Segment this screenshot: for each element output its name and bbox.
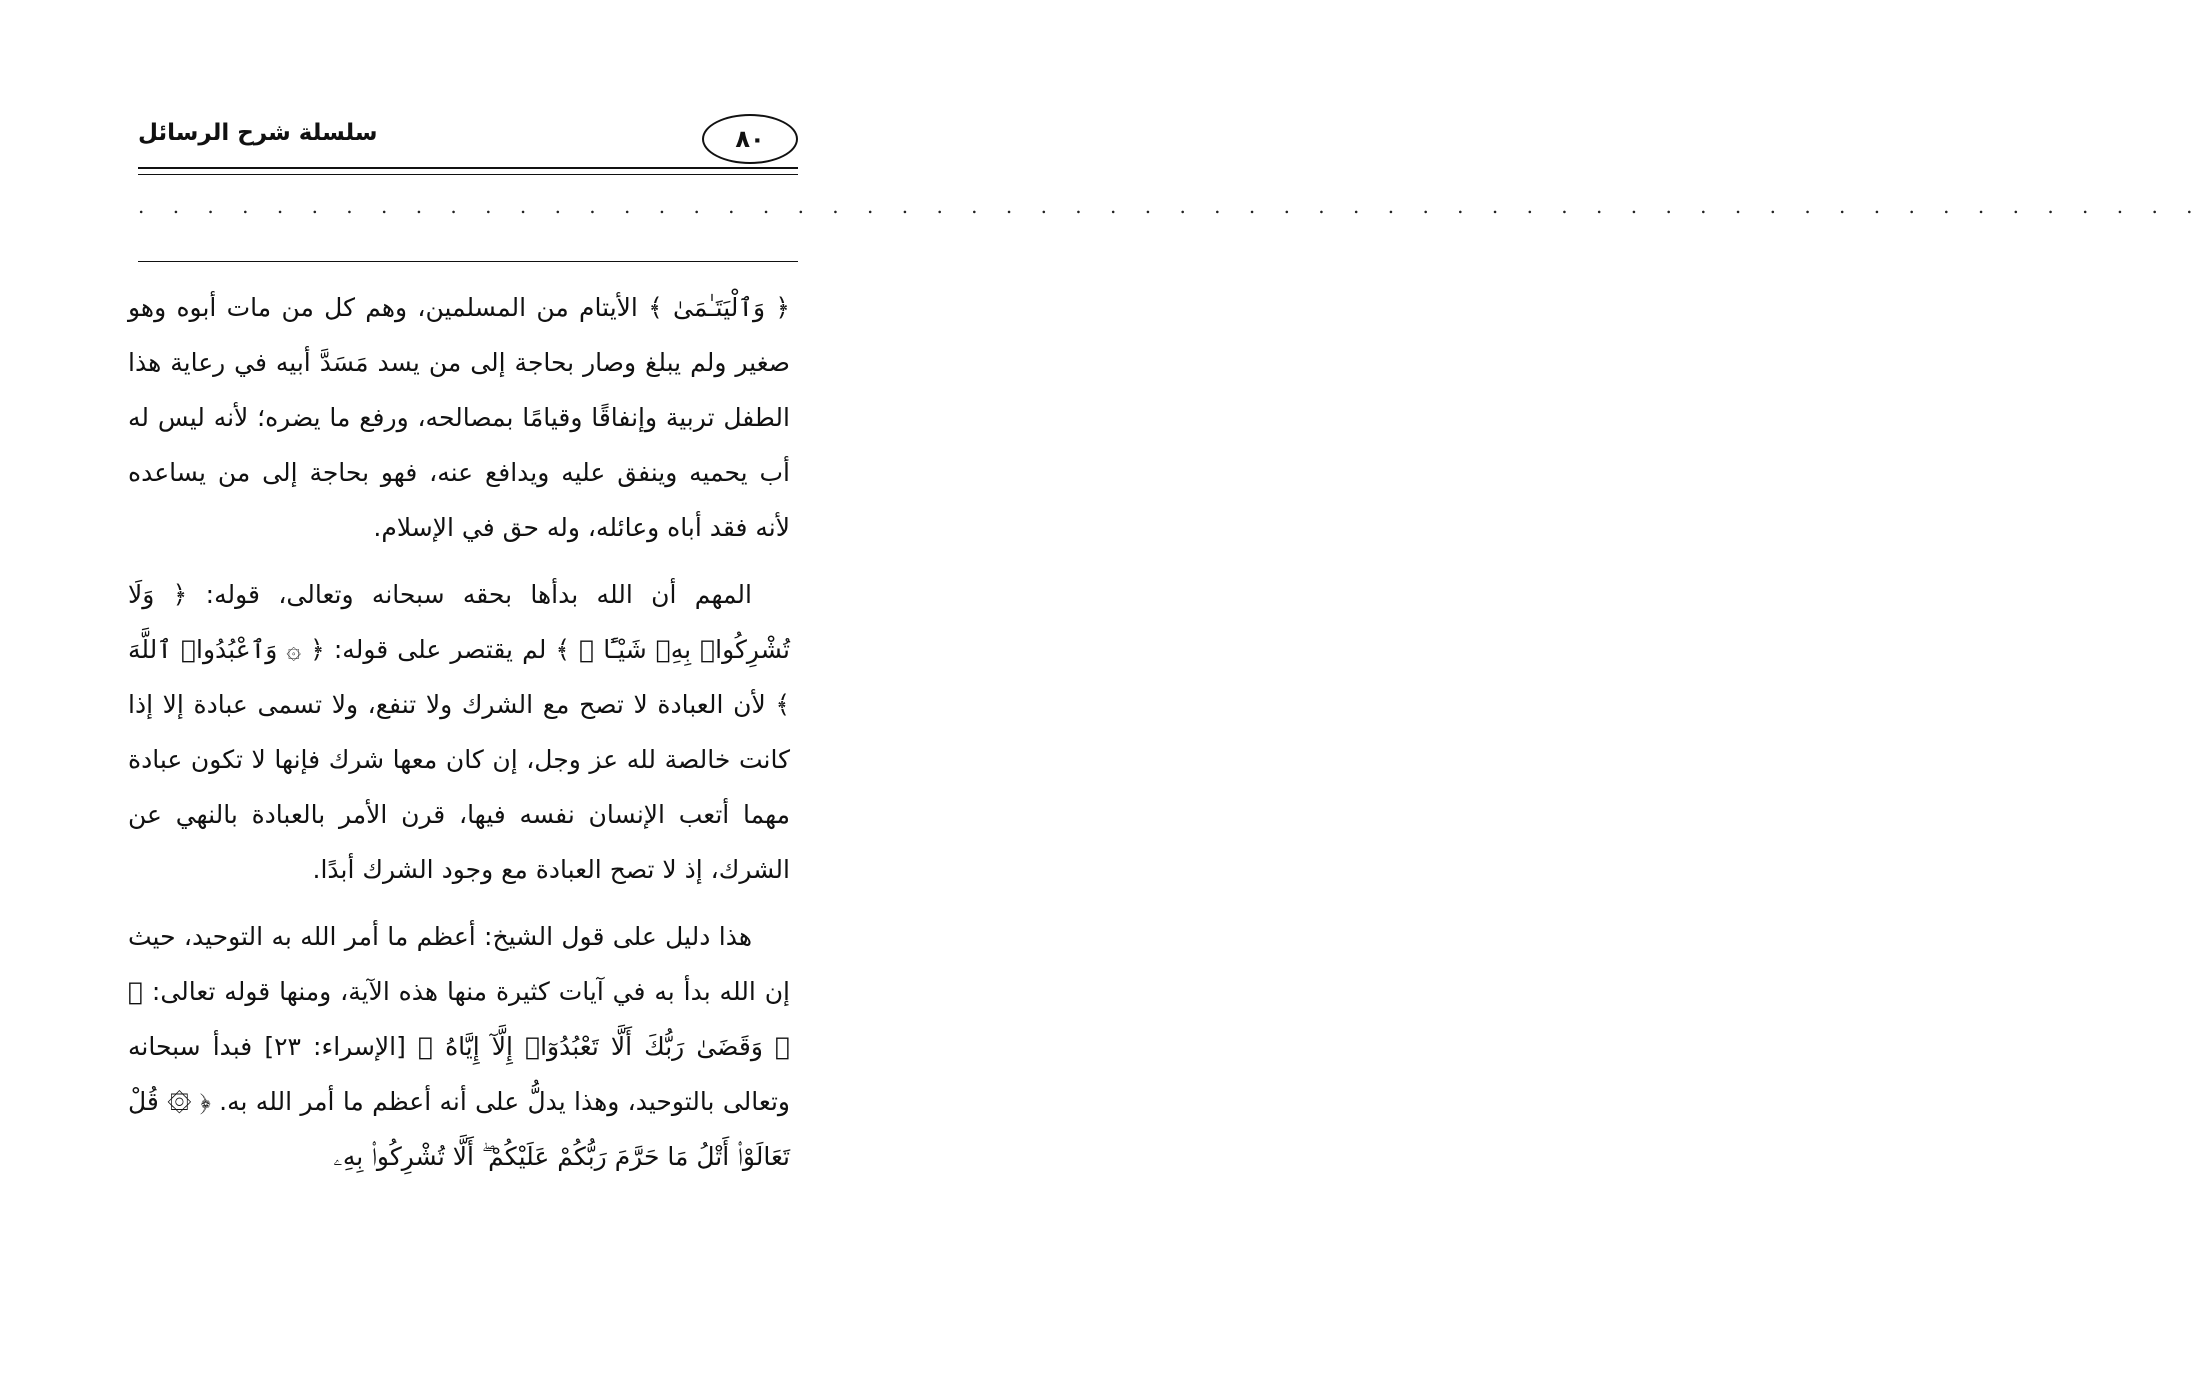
page-number-badge: ٨٠ [702, 114, 798, 164]
paragraph-worship: المهم أن الله بدأها بحقه سبحانه وتعالى، قوله: ﴿ وَلَا تُشْرِكُوا۟ بِهِۦ شَيْـًٔا ۖ ﴾ لم يقتصر على قوله: ﴿ ۞ وَٱعْبُدُوا۟ ٱللَّهَ ﴾ لأن العبادة لا تصح مع الشرك ولا تنفع، ولا تسمى عبادة إلا إذا كانت خالصة لله عز وجل، إن كان معها شرك فإنها لا تكون عبادة مهما أتعب الإنسان نفسه فيها، قرن الأمر بالعبادة بالنهي عن الشرك، إذ لا تصح العبادة مع وجود الشرك أبدًا. [128, 580, 790, 884]
paragraph-orphans: ﴿ وَٱلْيَتَـٰمَىٰ ﴾ الأيتام من المسلمين، وهم كل من مات أبوه وهو صغير ولم يبلغ وصار بحاجة إلى من يسد مَسَدَّ أبيه في رعاية هذا الطفل تربية وإنفاقًا وقيامًا بمصالحه، ورفع ما يضره؛ لأنه ليس له أب يحميه وينفق عليه ويدافع عنه، فهو بحاجة إلى من يساعده لأنه فقد أباه وعائله، وله حق في الإسلام. [128, 293, 790, 542]
header-rule-thin [138, 174, 798, 175]
dotted-separator: . . . . . . . . . . . . . . . . . . . . . . . . . . . . . . . . . . . . . . . . . . . . . . . . . . . . . . . . . . . . [138, 194, 2204, 218]
page-header [138, 108, 798, 164]
paragraph-tawhid: هذا دليل على قول الشيخ: أعظم ما أمر الله به التوحيد، حيث إن الله بدأ به في آيات كثيرة منها هذه الآية، ومنها قوله تعالى: ﴿ ۞ وَقَضَىٰ رَبُّكَ أَلَّا تَعْبُدُوٓا۟ إِلَّآ إِيَّاهُ ﴾ [الإسراء: ٢٣] فبدأ سبحانه وتعالى بالتوحيد، وهذا يدلُّ على أنه أعظم ما أمر الله به. ﴿ ۞ قُلْ تَعَالَوْا۟ أَتْلُ مَا حَرَّمَ رَبُّكُمْ عَلَيْكُمْ ۖ أَلَّا تُشْرِكُوا۟ بِهِۦ [128, 922, 790, 1171]
main-text [128, 280, 790, 1196]
series-title: سلسلة شرح الرسائل [138, 120, 378, 146]
separator-rule [138, 261, 798, 262]
header-rule-thick [138, 167, 798, 169]
